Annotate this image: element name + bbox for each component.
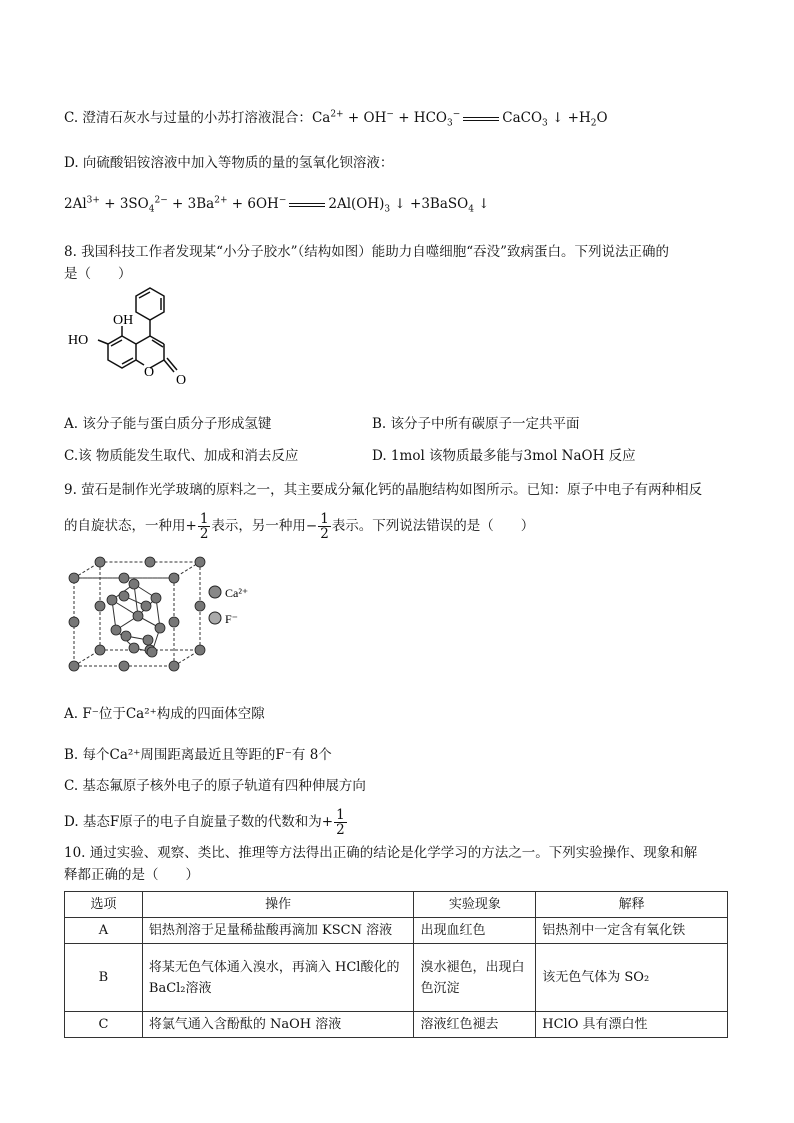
- table-cell: A: [65, 918, 143, 944]
- legend-f-marker: [209, 612, 221, 624]
- q7-d-equation: $2Al^{3+} + 3SO_4^{2-} + 3Ba^{2+} + 6OH^-$ $2Al(OH)_3$ ↓ +3BaSO$_4$ ↓: [64, 195, 490, 215]
- q7-option-d: D. 向硫酸铝铵溶液中加入等物质的量的氢氧化钡溶液：: [64, 155, 394, 171]
- table-cell: 该无色气体为 SO₂: [536, 944, 728, 1012]
- q9-stem-cont: 的自旋状态，一种用+ $\frac{1}{2}$ 表示，另一种用− $\frac{1}{2}$ 表示。下列说法错误的是（ ）: [64, 511, 535, 542]
- table-cell: 溴水褪色，出现白色沉淀: [414, 944, 536, 1012]
- table-cell: 铝热剂溶于足量稀盐酸再滴加 KSCN 溶液: [142, 918, 414, 944]
- table-cell: 将某无色气体通入溴水，再滴入 HCl酸化的BaCl₂溶液: [142, 944, 414, 1012]
- fraction-half: $\frac{1}{2}$: [320, 511, 329, 542]
- q10-stem-cont: 释都正确的是（ ）: [64, 867, 199, 883]
- table-row: [65, 1012, 728, 1038]
- header-cell: 操作: [142, 892, 414, 918]
- header-cell: 选项: [65, 892, 143, 918]
- q9-crystal-cell-diagram: [64, 556, 284, 678]
- q7-option-c: C. 澄清石灰水与过量的小苏打溶液混合：$Ca^{2+} + OH^- + HCO_3^-$ CaCO$_3$ ↓ $+H_2O$: [64, 109, 608, 129]
- q7-c-equation: $Ca^{2+} + OH^- + HCO_3^-$ CaCO$_3$ ↓ $+H_2O$: [311, 109, 608, 129]
- table-cell: 将氯气通入含酚酞的 NaOH 溶液: [142, 1012, 414, 1038]
- q10-stem: 10. 通过实验、观察、类比、推理等方法得出正确的结论是化学学习的方法之一。下列实验操作、现象和解: [64, 845, 698, 861]
- q8-stem-cont: 是（ ）: [64, 266, 132, 282]
- fraction-half: $\frac{1}{2}$: [199, 511, 209, 542]
- table-cell: HClO 具有漂白性: [536, 1012, 728, 1038]
- q10-table: [64, 891, 728, 1038]
- q8-option-b: B. 该分子中所有碳原子一定共平面: [372, 416, 580, 432]
- q8-oh-label: OH: [113, 313, 134, 328]
- table-cell: 铝热剂中一定含有氧化铁: [536, 918, 728, 944]
- q8-structure-diagram: [64, 284, 204, 412]
- table-row: [65, 944, 728, 1012]
- q9-option-d: D. 基态F原子的电子自旋量子数的代数和为+ $\frac{1}{2}$: [64, 807, 345, 838]
- table-cell: 出现血红色: [414, 918, 536, 944]
- q8-ho-label: HO: [68, 333, 89, 348]
- table-header-row: [65, 892, 728, 918]
- table-row: [65, 918, 728, 944]
- table-cell: C: [65, 1012, 143, 1038]
- table-cell: B: [65, 944, 143, 1012]
- q8-ring-o-label: O: [144, 365, 155, 380]
- legend-f-label: F⁻: [225, 612, 239, 626]
- q9-option-c: C. 基态氟原子核外电子的原子轨道有四种伸展方向: [64, 778, 366, 794]
- legend-ca-marker: [209, 586, 221, 598]
- q8-stem: 8. 我国科技工作者发现某“小分子胶水”（结构如图）能助力自噬细胞“吞没”致病蛋白。下列说法正确的: [64, 244, 670, 260]
- q8-option-a: A. 该分子能与蛋白质分子形成氢键: [64, 416, 272, 432]
- fraction-half: $\frac{1}{2}$: [336, 807, 345, 838]
- q9-stem: 9. 萤石是制作光学玻璃的原料之一，其主要成分氟化钙的晶胞结构如图所示。已知：原子中电子有两种相反: [64, 482, 703, 498]
- q9-option-b: B. 每个Ca²⁺周围距离最近且等距的F⁻有 8个: [64, 747, 332, 763]
- header-cell: 解释: [536, 892, 728, 918]
- legend-ca-label: Ca²⁺: [225, 586, 249, 600]
- q8-carbonyl-o-label: O: [176, 373, 187, 388]
- q8-option-c: C.该 物质能发生取代、加成和消去反应: [64, 448, 299, 464]
- q9-option-a: A. F⁻位于Ca²⁺构成的四面体空隙: [64, 706, 265, 722]
- table-cell: 溶液红色褪去: [414, 1012, 536, 1038]
- q8-option-d: D. 1mol 该物质最多能与3mol NaOH 反应: [372, 448, 636, 464]
- header-cell: 实验现象: [414, 892, 536, 918]
